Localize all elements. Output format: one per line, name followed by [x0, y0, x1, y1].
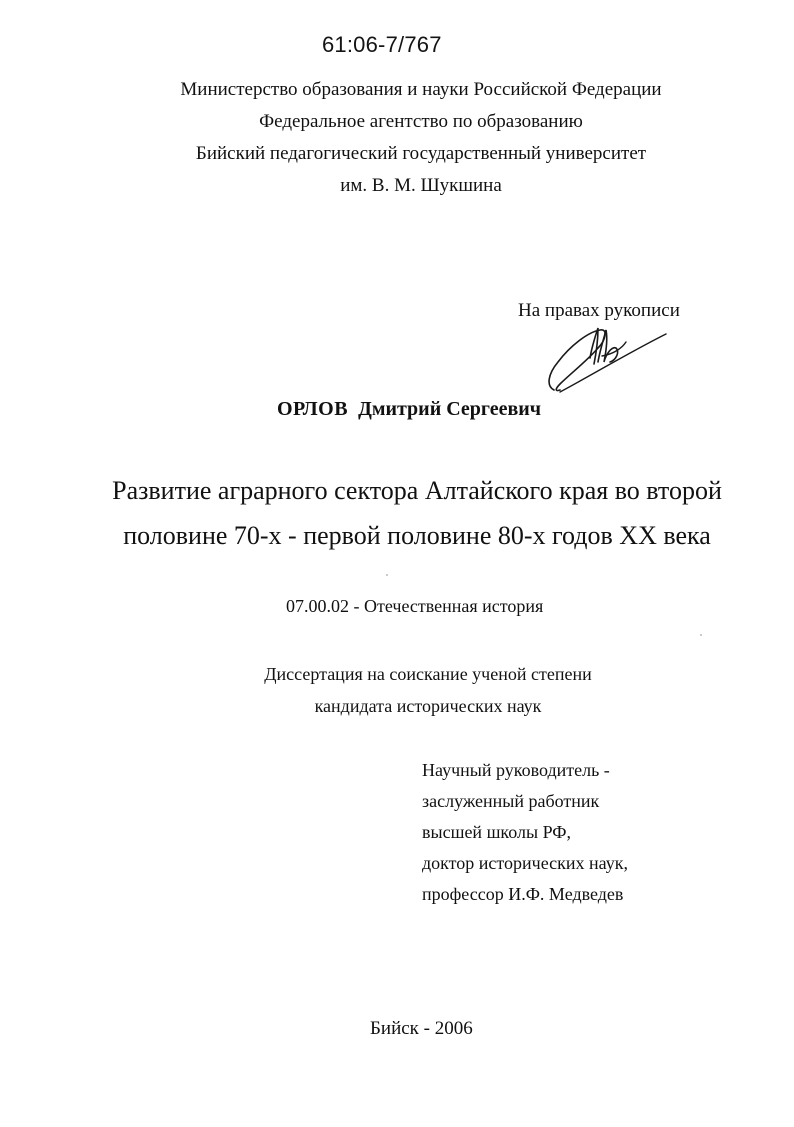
university-line: Бийский педагогический государственный университет [195, 143, 647, 164]
scan-speck [700, 634, 702, 636]
title-line-1: Развитие аграрного сектора Алтайского края во второй [112, 476, 722, 505]
dissertation-title [0, 468, 794, 558]
university-name-line: им. В. М. Шукшина [340, 175, 502, 196]
institution-header [0, 74, 794, 202]
agency-line: Федеральное агентство по образованию [259, 111, 583, 132]
manuscript-rights-note: На правах рукописи [518, 300, 680, 321]
degree-line-2: кандидата исторических наук [314, 696, 542, 716]
scan-speck [386, 574, 388, 576]
advisor-line-2: заслуженный работник [422, 791, 600, 811]
handwritten-signature [540, 318, 680, 400]
author-name [277, 398, 541, 421]
advisor-line-4: доктор исторических наук, [422, 853, 628, 873]
ministry-line: Министерство образования и науки Российской Федерации [180, 79, 662, 100]
city-year: Бийск - 2006 [370, 1018, 473, 1039]
degree-line-1: Диссертация на соискание ученой степени [264, 664, 592, 684]
advisor-line-3: высшей школы РФ, [422, 822, 572, 842]
specialty-code: 07.00.02 - Отечественная история [286, 596, 544, 616]
scientific-advisor [422, 755, 628, 910]
title-line-2: половине 70-х - первой половине 80-х годов XX века [123, 521, 711, 550]
author-surname: ОРЛОВ [277, 398, 349, 420]
library-stamp-code: 61:06-7/767 [322, 32, 442, 57]
author-given-names: Дмитрий Сергеевич [358, 398, 542, 420]
advisor-line-5: профессор И.Ф. Медведев [422, 884, 624, 904]
advisor-line-1: Научный руководитель - [422, 760, 610, 780]
degree-statement [0, 658, 794, 722]
